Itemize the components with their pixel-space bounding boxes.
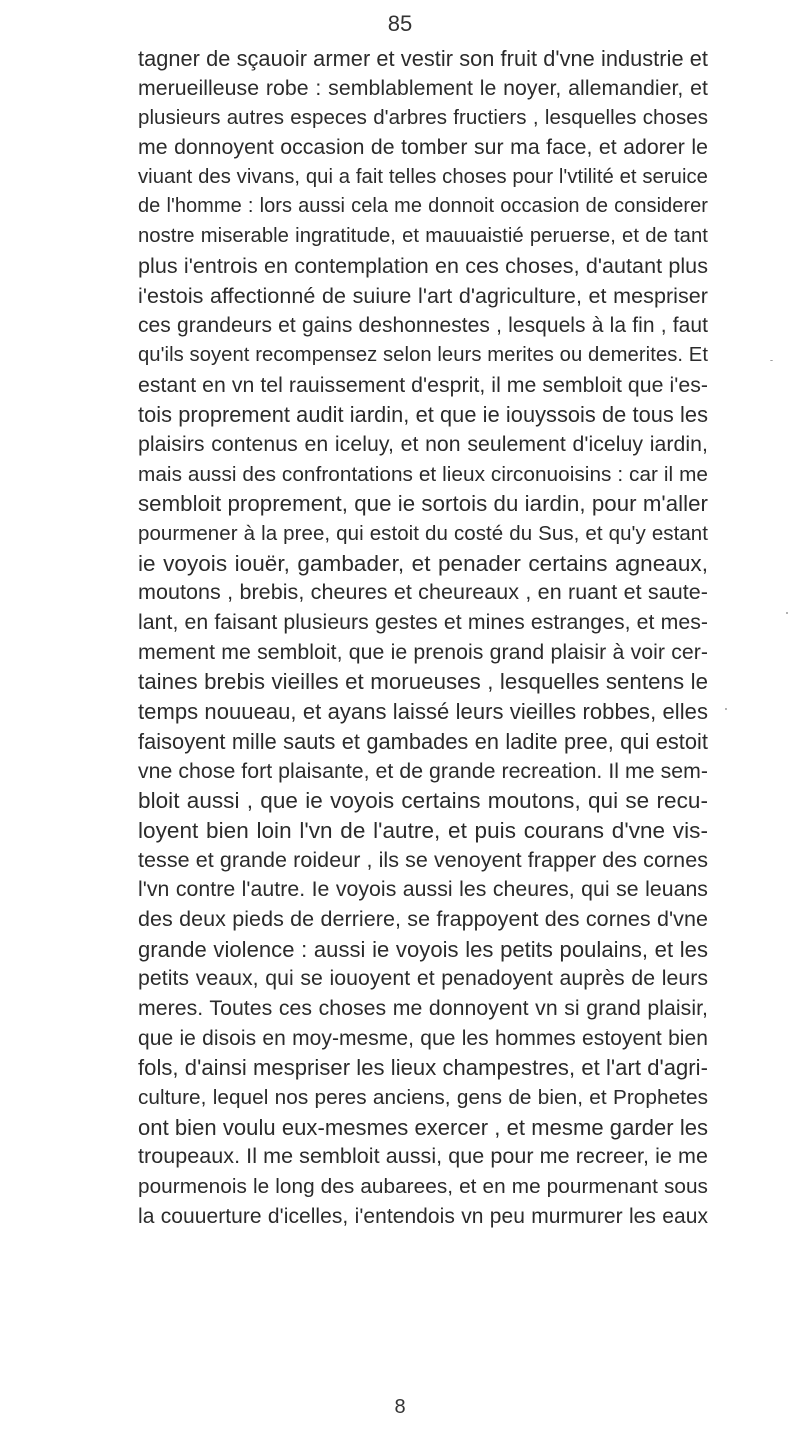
text-line: bloit aussi , que ie voyois certains moutons, qui se recu- xyxy=(138,788,708,814)
text-line: tesse et grande roideur , ils se venoyent frapper des cornes xyxy=(138,847,708,872)
body-text xyxy=(138,44,708,1232)
text-line: de l'homme : lors aussi cela me donnoit occasion de considerer xyxy=(138,195,708,218)
paper-speck xyxy=(786,612,788,614)
text-line: temps nouueau, et ayans laissé leurs vieilles robbes, elles xyxy=(138,699,708,725)
text-line: plaisirs contenus en iceluy, et non seulement d'iceluy iardin, xyxy=(138,431,708,456)
text-line: tagner de sçauoir armer et vestir son fruit d'vne industrie et xyxy=(138,46,708,71)
text-line: grande violence : aussi ie voyois les petits poulains, et les xyxy=(138,936,708,962)
text-line: des deux pieds de derriere, se frappoyent des cornes d'vne xyxy=(138,906,708,931)
text-line: qu'ils soyent recompensez selon leurs merites ou demerites. Et xyxy=(138,343,708,366)
text-line: viuant des vivans, qui a fait telles choses pour l'vtilité et seruice xyxy=(138,165,708,188)
paper-speck xyxy=(725,708,727,710)
text-line: i'estois affectionné de suiure l'art d'agriculture, et mespriser xyxy=(138,283,708,308)
text-line: estant en vn tel rauissement d'esprit, il me sembloit que i'es- xyxy=(138,372,708,397)
text-line: la couuerture d'icelles, i'entendois vn peu murmurer les eaux xyxy=(138,1204,708,1228)
text-line: pourmenois le long des aubarees, et en me pourmenant sous xyxy=(138,1175,708,1199)
text-line: l'vn contre l'autre. Ie voyois aussi les cheures, qui se leuans xyxy=(138,877,708,902)
text-line: loyent bien loin l'vn de l'autre, et puis courans d'vne vis- xyxy=(138,817,708,843)
text-line: ie voyois iouër, gambader, et penader certains agneaux, xyxy=(138,550,708,576)
signature-mark: 8 xyxy=(394,1396,406,1418)
text-line: moutons , brebis, cheures et cheureaux , en ruant et saute- xyxy=(138,580,708,605)
text-line: me donnoyent occasion de tomber sur ma face, et adorer le xyxy=(138,135,708,160)
text-line: tois proprement audit iardin, et que ie iouyssois de tous les xyxy=(138,402,708,428)
page-number: 85 xyxy=(387,11,413,36)
text-line: lant, en faisant plusieurs gestes et mines estranges, et mes- xyxy=(138,610,708,635)
paper-speck xyxy=(770,360,773,361)
text-line: taines brebis vieilles et morueuses , lesquelles sentens le xyxy=(138,669,708,695)
text-line: mais aussi des confrontations et lieux circonuoisins : car il me xyxy=(138,462,708,486)
text-line: plusieurs autres especes d'arbres fructiers , lesquelles choses xyxy=(138,106,708,130)
text-line: meres. Toutes ces choses me donnoyent vn si grand plaisir, xyxy=(138,996,708,1020)
text-line: mement me sembloit, que ie prenois grand plaisir à voir cer- xyxy=(138,639,708,664)
text-line: que ie disois en moy-mesme, que les hommes estoyent bien xyxy=(138,1026,708,1050)
text-line: plus i'entrois en contemplation en ces choses, d'autant plus xyxy=(138,253,708,278)
text-line: faisoyent mille sauts et gambades en ladite pree, qui estoit xyxy=(138,728,708,754)
text-line: nostre miserable ingratitude, et mauuaistié peruerse, et de tant xyxy=(138,225,708,248)
text-line: petits veaux, qui se iouoyent et penadoyent auprès de leurs xyxy=(138,966,708,991)
text-line: culture, lequel nos peres anciens, gens de bien, et Prophetes xyxy=(138,1086,708,1110)
text-line: fols, d'ainsi mespriser les lieux champestres, et l'art d'agri- xyxy=(138,1055,708,1081)
text-line: sembloit proprement, que ie sortois du iardin, pour m'aller xyxy=(138,491,708,517)
text-line: merueilleuse robe : semblablement le noyer, allemandier, et xyxy=(138,75,708,100)
text-line: vne chose fort plaisante, et de grande recreation. Il me sem- xyxy=(138,758,709,783)
text-line: troupeaux. Il me sembloit aussi, que pour me recreer, ie me xyxy=(138,1144,708,1169)
text-line: ont bien voulu eux-mesmes exercer , et mesme garder les xyxy=(138,1114,709,1140)
text-line: ces grandeurs et gains deshonnestes , lesquels à la fin , faut xyxy=(138,314,708,338)
text-line: pourmener à la pree, qui estoit du costé du Sus, et qu'y estant xyxy=(138,522,708,545)
